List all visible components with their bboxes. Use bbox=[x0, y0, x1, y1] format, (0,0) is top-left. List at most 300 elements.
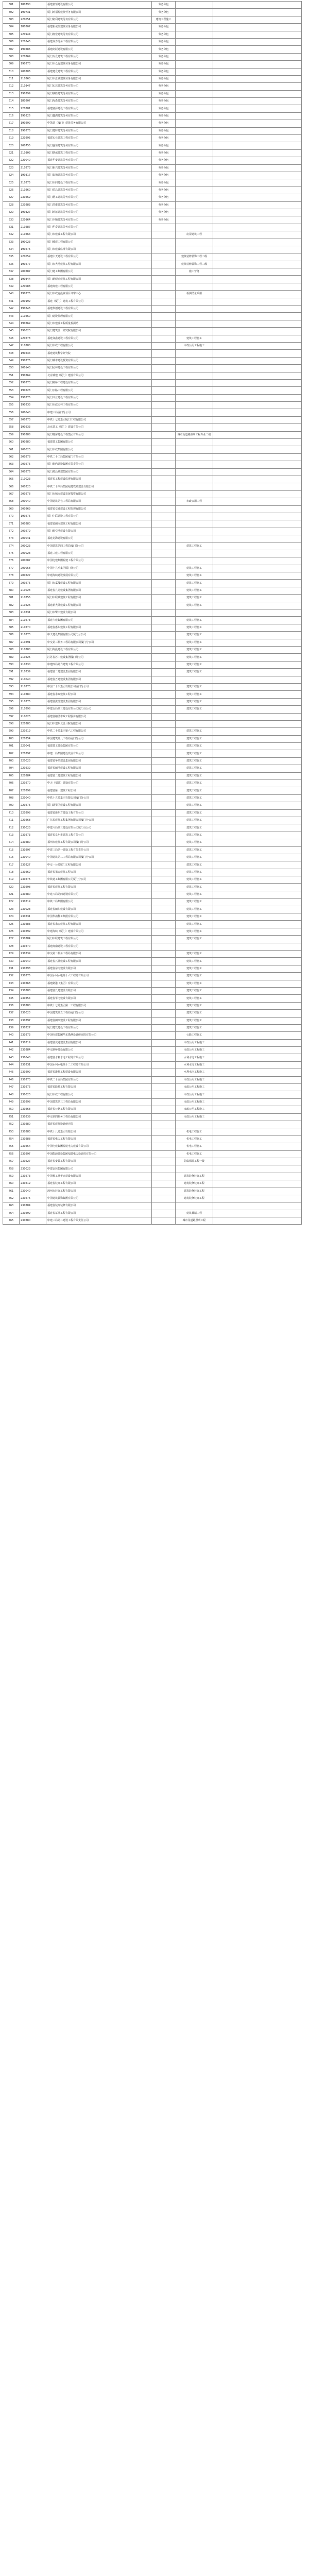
qualification-labor-cell bbox=[152, 743, 176, 750]
company-name-cell: 厦门湖里区建设工程有限公司 bbox=[46, 802, 152, 809]
company-name-cell: 福建省第五建筑工程公司 bbox=[46, 869, 152, 876]
cert-number-cell: 230023 bbox=[20, 824, 46, 832]
row-number-cell: 667 bbox=[3, 490, 20, 498]
qualification-grade-cell bbox=[176, 372, 213, 379]
company-name-cell: 厦门兴业建设工程有限公司 bbox=[46, 394, 152, 401]
qualification-grade-cell bbox=[176, 468, 213, 476]
table-row bbox=[3, 224, 302, 231]
qualification-grade-cell bbox=[176, 61, 213, 68]
company-name-cell: 厦门鸿运建筑劳务有限公司 bbox=[46, 209, 152, 216]
remarks-cell bbox=[213, 416, 302, 423]
qualification-grade-cell bbox=[176, 1202, 213, 1210]
row-number-cell: 758 bbox=[3, 1165, 20, 1173]
table-body bbox=[3, 2, 302, 1225]
cert-number-cell: 200269 bbox=[20, 505, 46, 513]
qualification-grade-cell: 建筑工程施工 bbox=[176, 1010, 213, 1017]
company-name-cell: 福建省安装工程有限公司 bbox=[46, 1158, 152, 1165]
remarks-cell bbox=[213, 179, 302, 187]
table-row bbox=[3, 498, 302, 505]
qualification-grade-cell: 建筑工程施工 bbox=[176, 794, 213, 802]
company-name-cell: 福建宏业建筑工程有限公司 bbox=[46, 135, 152, 142]
remarks-cell bbox=[213, 1202, 302, 1210]
company-name-cell: 中铁二十四局集团福建铁路建设有限公司 bbox=[46, 483, 152, 490]
table-row bbox=[3, 350, 302, 357]
remarks-cell bbox=[213, 379, 302, 386]
table-row bbox=[3, 951, 302, 958]
company-name-cell: 中国电建集团华东勘测设计研究院有限公司 bbox=[46, 1032, 152, 1039]
remarks-cell bbox=[213, 958, 302, 965]
qualification-grade-cell bbox=[176, 416, 213, 423]
remarks-cell bbox=[213, 876, 302, 884]
qualification-grade-cell: 建筑工程施工 bbox=[176, 691, 213, 698]
row-number-cell: 714 bbox=[3, 839, 20, 846]
remarks-cell bbox=[213, 276, 302, 283]
qualification-grade-cell: 建筑工程施工 bbox=[176, 869, 213, 876]
remarks-cell bbox=[213, 846, 302, 854]
table-row bbox=[3, 854, 302, 861]
qualification-labor-cell bbox=[152, 387, 176, 394]
row-number-cell: 660 bbox=[3, 439, 20, 446]
qualification-labor-cell: 劳务分包 bbox=[152, 24, 176, 31]
row-number-cell: 735 bbox=[3, 995, 20, 1002]
qualification-grade-cell: 建筑工程施工 bbox=[176, 632, 213, 639]
qualification-labor-cell bbox=[152, 328, 176, 335]
company-name-cell: 厦门建筑设计研究院有限公司 bbox=[46, 328, 152, 335]
cert-number-cell: 230239 bbox=[20, 1113, 46, 1121]
row-number-cell: 698 bbox=[3, 720, 20, 727]
company-name-cell: 中交一公局厦门工程有限公司 bbox=[46, 861, 152, 869]
company-name-cell: 中建海峡建设发展有限公司 bbox=[46, 572, 152, 580]
cert-number-cell: 200220 bbox=[20, 483, 46, 490]
qualification-labor-cell bbox=[152, 402, 176, 409]
table-row bbox=[3, 328, 302, 335]
row-number-cell: 676 bbox=[3, 557, 20, 565]
company-name-cell: 福建建众建筑工程有限公司 bbox=[46, 68, 152, 75]
qualification-grade-cell bbox=[176, 194, 213, 201]
remarks-cell bbox=[213, 528, 302, 535]
qualification-grade-cell bbox=[176, 46, 213, 53]
table-row bbox=[3, 528, 302, 535]
row-number-cell: 742 bbox=[3, 1047, 20, 1054]
cert-number-cell: 190731 bbox=[20, 9, 46, 16]
table-row bbox=[3, 1039, 302, 1046]
table-row bbox=[3, 743, 302, 750]
qualification-labor-cell bbox=[152, 691, 176, 698]
company-name-cell: 厦门新兴建筑劳务有限公司 bbox=[46, 164, 152, 172]
remarks-cell bbox=[213, 1165, 302, 1173]
row-number-cell: 610 bbox=[3, 68, 20, 75]
remarks-cell bbox=[213, 1091, 302, 1098]
company-name-cell: 中建安装集团有限公司 bbox=[46, 1165, 152, 1173]
company-name-cell: 厦门市建设工程有限公司 bbox=[46, 231, 152, 239]
qualification-grade-cell bbox=[176, 943, 213, 950]
qualification-grade-cell: 市政公用工程施工 bbox=[176, 342, 213, 349]
qualification-labor-cell: 劳务分包 bbox=[152, 187, 176, 194]
remarks-cell bbox=[213, 342, 302, 349]
cert-number-cell: 210280 bbox=[20, 691, 46, 698]
company-name-cell: 北京建工（厦门）建设有限公司 bbox=[46, 424, 152, 431]
remarks-cell bbox=[213, 2, 302, 9]
remarks-cell bbox=[213, 16, 302, 23]
qualification-labor-cell: 劳务分包 bbox=[152, 164, 176, 172]
row-number-cell: 746 bbox=[3, 1076, 20, 1083]
remarks-cell bbox=[213, 298, 302, 305]
company-name-cell: 中交第三航务工程局有限公司厦门分公司 bbox=[46, 639, 152, 646]
row-number-cell: 673 bbox=[3, 535, 20, 543]
qualification-labor-cell bbox=[152, 1143, 176, 1150]
cert-number-cell: 210260 bbox=[20, 75, 46, 82]
qualification-labor-cell bbox=[152, 958, 176, 965]
company-name-cell: 厦门联诚建筑工程有限公司 bbox=[46, 149, 152, 157]
cert-number-cell: 190317 bbox=[20, 172, 46, 179]
table-row bbox=[3, 261, 302, 268]
row-number-cell: 692 bbox=[3, 676, 20, 683]
qualification-grade-cell bbox=[176, 394, 213, 401]
remarks-cell bbox=[213, 142, 302, 149]
remarks-cell bbox=[213, 794, 302, 802]
table-row bbox=[3, 1195, 302, 1202]
qualification-grade-cell bbox=[176, 713, 213, 720]
table-row bbox=[3, 179, 302, 187]
company-name-cell: 厦门源昌城建集团有限公司 bbox=[46, 468, 152, 476]
cert-number-cell: 210231 bbox=[20, 609, 46, 617]
cert-number-cell: 200227 bbox=[20, 572, 46, 580]
company-name-cell: 中铁二十五局集团有限公司 bbox=[46, 1076, 152, 1083]
row-number-cell: 747 bbox=[3, 1084, 20, 1091]
table-row bbox=[3, 1113, 302, 1121]
qualification-grade-cell: 市政公用工程施工 bbox=[176, 1091, 213, 1098]
company-name-cell: 厦门市同建设工程有限公司 bbox=[46, 179, 152, 187]
company-name-cell: 中国电建集团福建工程有限公司 bbox=[46, 557, 152, 565]
qualification-grade-cell bbox=[176, 520, 213, 528]
qualification-labor-cell bbox=[152, 253, 176, 261]
qualification-labor-cell: 劳务分包 bbox=[152, 142, 176, 149]
qualification-labor-cell bbox=[152, 313, 176, 320]
cert-number-cell: 220059 bbox=[20, 253, 46, 261]
cert-number-cell: 210264 bbox=[20, 231, 46, 239]
qualification-labor-cell bbox=[152, 520, 176, 528]
table-row bbox=[3, 1054, 302, 1061]
company-name-cell: 中建海峡（厦门）建设有限公司 bbox=[46, 928, 152, 935]
company-name-cell: 厦门全顺建筑劳务有限公司 bbox=[46, 216, 152, 224]
row-number-cell: 700 bbox=[3, 735, 20, 742]
cert-number-cell: 230239 bbox=[20, 951, 46, 958]
row-number-cell: 624 bbox=[3, 172, 20, 179]
table-row bbox=[3, 342, 302, 349]
qualification-grade-cell bbox=[176, 24, 213, 31]
row-number-cell: 725 bbox=[3, 921, 20, 928]
row-number-cell: 615 bbox=[3, 105, 20, 112]
cert-number-cell: 230023 bbox=[20, 906, 46, 913]
company-name-cell: 中铁十七局集团厦门工程有限公司 bbox=[46, 416, 152, 423]
row-number-cell: 671 bbox=[3, 520, 20, 528]
qualification-grade-cell bbox=[176, 149, 213, 157]
qualification-grade-cell bbox=[176, 483, 213, 490]
cert-number-cell: 200023 bbox=[20, 550, 46, 557]
remarks-cell bbox=[213, 572, 302, 580]
company-name-cell: 福建省装饰工程有限公司 bbox=[46, 1180, 152, 1188]
qualification-labor-cell: 劳务分包 bbox=[152, 149, 176, 157]
qualification-labor-cell bbox=[152, 357, 176, 364]
qualification-grade-cell bbox=[176, 446, 213, 453]
company-name-cell: 中国建筑第八工程局厦门分公司 bbox=[46, 735, 152, 742]
qualification-labor-cell bbox=[152, 453, 176, 461]
table-row bbox=[3, 1002, 302, 1009]
company-name-cell: 福建省泉州市建筑工程有限公司 bbox=[46, 832, 152, 839]
row-number-cell: 704 bbox=[3, 765, 20, 772]
cert-number-cell: 210273 bbox=[20, 617, 46, 624]
table-row bbox=[3, 468, 302, 476]
cert-number-cell: 190273 bbox=[20, 379, 46, 386]
table-row bbox=[3, 357, 302, 364]
remarks-cell bbox=[213, 980, 302, 987]
cert-number-cell: 230275 bbox=[20, 1084, 46, 1091]
remarks-cell bbox=[213, 617, 302, 624]
table-row bbox=[3, 112, 302, 120]
qualification-grade-cell bbox=[176, 550, 213, 557]
company-name-cell: 中国能源建设集团福建电力设计院有限公司 bbox=[46, 1150, 152, 1158]
table-row bbox=[3, 980, 302, 987]
qualification-labor-cell bbox=[152, 239, 176, 246]
qualification-labor-cell bbox=[152, 1195, 176, 1202]
row-number-cell: 716 bbox=[3, 854, 20, 861]
qualification-grade-cell: 建筑工程施工 bbox=[176, 913, 213, 921]
qualification-grade-cell bbox=[176, 535, 213, 543]
row-number-cell: 702 bbox=[3, 750, 20, 757]
row-number-cell: 682 bbox=[3, 602, 20, 609]
company-name-cell: 厦门公路工程有限公司 bbox=[46, 387, 152, 394]
table-row bbox=[3, 1217, 302, 1225]
cert-number-cell: 230284 bbox=[20, 1202, 46, 1210]
company-name-cell: 厦门荣昌建筑劳务有限公司 bbox=[46, 187, 152, 194]
qualification-labor-cell bbox=[152, 1098, 176, 1106]
cert-number-cell: 230283 bbox=[20, 1128, 46, 1136]
company-name-cell: 中铁十八局集团有限公司 bbox=[46, 1128, 152, 1136]
company-name-cell: 福建闽南建设工程有限公司 bbox=[46, 943, 152, 950]
qualification-grade-cell: 城市及道路照明工程专业二级 bbox=[176, 431, 213, 438]
row-number-cell: 634 bbox=[3, 246, 20, 253]
row-number-cell: 683 bbox=[3, 609, 20, 617]
qualification-labor-cell bbox=[152, 595, 176, 602]
qualification-labor-cell bbox=[152, 809, 176, 817]
remarks-cell bbox=[213, 861, 302, 869]
qualification-grade-cell: 建筑工程施工 bbox=[176, 683, 213, 690]
company-name-cell: 中交路桥建设有限公司 bbox=[46, 1047, 152, 1054]
qualification-labor-cell bbox=[152, 365, 176, 372]
qualification-labor-cell: 劳务分包 bbox=[152, 9, 176, 16]
qualification-labor-cell bbox=[152, 824, 176, 832]
row-number-cell: 738 bbox=[3, 1017, 20, 1024]
cert-number-cell: 220270 bbox=[20, 780, 46, 787]
remarks-cell bbox=[213, 809, 302, 817]
qualification-labor-cell bbox=[152, 980, 176, 987]
table-row bbox=[3, 424, 302, 431]
qualification-grade-cell: 市政公用工程施工 bbox=[176, 1039, 213, 1046]
company-name-cell: 福建华创建设工程有限公司 bbox=[46, 306, 152, 313]
qualification-grade-cell: 城市及道路照明工程 bbox=[176, 1217, 213, 1225]
company-name-cell: 厦门市城市建设发展投资有限公司 bbox=[46, 490, 152, 498]
company-name-cell: 福州市建筑工程有限公司厦门分公司 bbox=[46, 839, 152, 846]
row-number-cell: 653 bbox=[3, 387, 20, 394]
qualification-grade-cell: 建筑工程施工 bbox=[176, 654, 213, 661]
qualification-labor-cell: 劳务分包 bbox=[152, 61, 176, 68]
table-row bbox=[3, 135, 302, 142]
cert-number-cell: 230280 bbox=[20, 1002, 46, 1009]
remarks-cell bbox=[213, 216, 302, 224]
cert-number-cell: 190246 bbox=[20, 306, 46, 313]
qualification-grade-cell: 建筑工程施工 bbox=[176, 973, 213, 980]
cert-number-cell: 190275 bbox=[20, 357, 46, 364]
cert-number-cell: 230270 bbox=[20, 1076, 46, 1083]
qualification-grade-cell: 建筑工程施工 bbox=[176, 735, 213, 742]
row-number-cell: 658 bbox=[3, 424, 20, 431]
company-name-cell: 厦门建发建设工程有限公司 bbox=[46, 1024, 152, 1031]
row-number-cell: 668 bbox=[3, 498, 20, 505]
row-number-cell: 631 bbox=[3, 224, 20, 231]
row-number-cell: 739 bbox=[3, 1024, 20, 1031]
remarks-cell bbox=[213, 750, 302, 757]
remarks-cell bbox=[213, 105, 302, 112]
table-row bbox=[3, 335, 302, 342]
row-number-cell: 680 bbox=[3, 587, 20, 594]
row-number-cell: 710 bbox=[3, 809, 20, 817]
company-name-cell: 厦门市建设监理有限公司 bbox=[46, 246, 152, 253]
cert-number-cell: 220040 bbox=[20, 157, 46, 164]
qualification-labor-cell bbox=[152, 720, 176, 727]
table-row bbox=[3, 127, 302, 134]
cert-number-cell: 210273 bbox=[20, 632, 46, 639]
cert-number-cell: 220283 bbox=[20, 201, 46, 209]
cert-number-cell: 200040 bbox=[20, 498, 46, 505]
remarks-cell bbox=[213, 320, 302, 327]
remarks-cell bbox=[213, 291, 302, 298]
remarks-cell bbox=[213, 328, 302, 335]
cert-number-cell: 230023 bbox=[20, 1010, 46, 1017]
table-row bbox=[3, 824, 302, 832]
remarks-cell bbox=[213, 765, 302, 772]
qualification-labor-cell bbox=[152, 661, 176, 668]
qualification-labor-cell: 劳务分包 bbox=[152, 194, 176, 201]
company-name-cell: 中国电建集团福建电力建设有限公司 bbox=[46, 1143, 152, 1150]
qualification-grade-cell bbox=[176, 453, 213, 461]
row-number-cell: 637 bbox=[3, 268, 20, 276]
remarks-cell bbox=[213, 654, 302, 661]
cert-number-cell: 230299 bbox=[20, 1210, 46, 1217]
company-name-cell: 厦门城建工程有限公司 bbox=[46, 239, 152, 246]
table-row bbox=[3, 720, 302, 727]
remarks-cell bbox=[213, 253, 302, 261]
table-row bbox=[3, 164, 302, 172]
cert-number-cell: 230288 bbox=[20, 987, 46, 994]
remarks-cell bbox=[213, 1106, 302, 1113]
cert-number-cell: 210303 bbox=[20, 149, 46, 157]
cert-number-cell: 190269 bbox=[20, 372, 46, 379]
remarks-cell bbox=[213, 127, 302, 134]
company-name-cell: 中国二十冶集团有限公司厦门分公司 bbox=[46, 683, 152, 690]
row-number-cell: 728 bbox=[3, 943, 20, 950]
table-row bbox=[3, 987, 302, 994]
remarks-cell bbox=[213, 209, 302, 216]
qualification-labor-cell bbox=[152, 446, 176, 453]
company-name-cell: 福建路港（集团）有限公司 bbox=[46, 980, 152, 987]
company-name-cell: 厦门市鹭申建设有限公司 bbox=[46, 609, 152, 617]
remarks-cell bbox=[213, 1158, 302, 1165]
qualification-grade-cell bbox=[176, 350, 213, 357]
qualification-grade-cell: 建筑工程施工 bbox=[176, 1024, 213, 1031]
company-name-cell: 中国建筑装饰集团有限公司 bbox=[46, 1195, 152, 1202]
cert-number-cell: 190277 bbox=[20, 261, 46, 268]
qualification-grade-cell: 建筑工程施工 bbox=[176, 921, 213, 928]
cert-number-cell: 220964 bbox=[20, 216, 46, 224]
remarks-cell bbox=[213, 743, 302, 750]
table-row bbox=[3, 580, 302, 587]
cert-number-cell: 190344 bbox=[20, 276, 46, 283]
qualification-grade-cell bbox=[176, 306, 213, 313]
remarks-cell bbox=[213, 757, 302, 765]
company-name-cell: 中铁十五局集团有限公司厦门分公司 bbox=[46, 794, 152, 802]
remarks-cell bbox=[213, 224, 302, 231]
qualification-grade-cell: 建筑工程施工 bbox=[176, 624, 213, 631]
cert-number-cell: 190275 bbox=[20, 246, 46, 253]
table-row bbox=[3, 246, 302, 253]
row-number-cell: 765 bbox=[3, 1217, 20, 1225]
remarks-cell bbox=[213, 164, 302, 172]
qualification-labor-cell bbox=[152, 802, 176, 809]
cert-number-cell: 210239 bbox=[20, 669, 46, 676]
cert-number-cell: 230275 bbox=[20, 973, 46, 980]
cert-number-cell: 190327 bbox=[20, 209, 46, 216]
remarks-cell bbox=[213, 824, 302, 832]
qualification-grade-cell: 建筑工程施工 bbox=[176, 757, 213, 765]
company-name-cell: 福建省泷澄建设集团有限公司 bbox=[46, 698, 152, 705]
qualification-labor-cell bbox=[152, 580, 176, 587]
company-name-cell: 中铁二局集团有限公司 bbox=[46, 899, 152, 906]
company-name-cell: 中铁建工集团有限公司厦门分公司 bbox=[46, 876, 152, 884]
cert-number-cell: 190023 bbox=[20, 328, 46, 335]
table-row bbox=[3, 216, 302, 224]
qualification-grade-cell: 建筑工程施工 bbox=[176, 587, 213, 594]
remarks-cell bbox=[213, 402, 302, 409]
qualification-labor-cell: 劳务分包 bbox=[152, 98, 176, 105]
remarks-cell bbox=[213, 580, 302, 587]
cert-number-cell: 190023 bbox=[20, 239, 46, 246]
remarks-cell bbox=[213, 372, 302, 379]
qualification-labor-cell bbox=[152, 1173, 176, 1180]
table-row bbox=[3, 75, 302, 82]
cert-number-cell: 230040 bbox=[20, 958, 46, 965]
qualification-labor-cell bbox=[152, 794, 176, 802]
table-row bbox=[3, 1188, 302, 1195]
row-number-cell: 654 bbox=[3, 394, 20, 401]
table-row bbox=[3, 832, 302, 839]
cert-number-cell: 220345 bbox=[20, 38, 46, 45]
cert-number-cell: 200023 bbox=[20, 543, 46, 550]
table-row bbox=[3, 780, 302, 787]
row-number-cell: 678 bbox=[3, 572, 20, 580]
row-number-cell: 699 bbox=[3, 728, 20, 735]
qualification-labor-cell bbox=[152, 431, 176, 438]
row-number-cell: 734 bbox=[3, 987, 20, 994]
qualification-grade-cell bbox=[176, 216, 213, 224]
table-row bbox=[3, 757, 302, 765]
remarks-cell bbox=[213, 839, 302, 846]
row-number-cell: 760 bbox=[3, 1180, 20, 1188]
row-number-cell: 763 bbox=[3, 1202, 20, 1210]
remarks-cell bbox=[213, 1032, 302, 1039]
company-name-cell: 福建省五建建设集团有限公司 bbox=[46, 676, 152, 683]
qualification-grade-cell: 建筑工程施工 bbox=[176, 335, 213, 342]
remarks-cell bbox=[213, 1180, 302, 1188]
